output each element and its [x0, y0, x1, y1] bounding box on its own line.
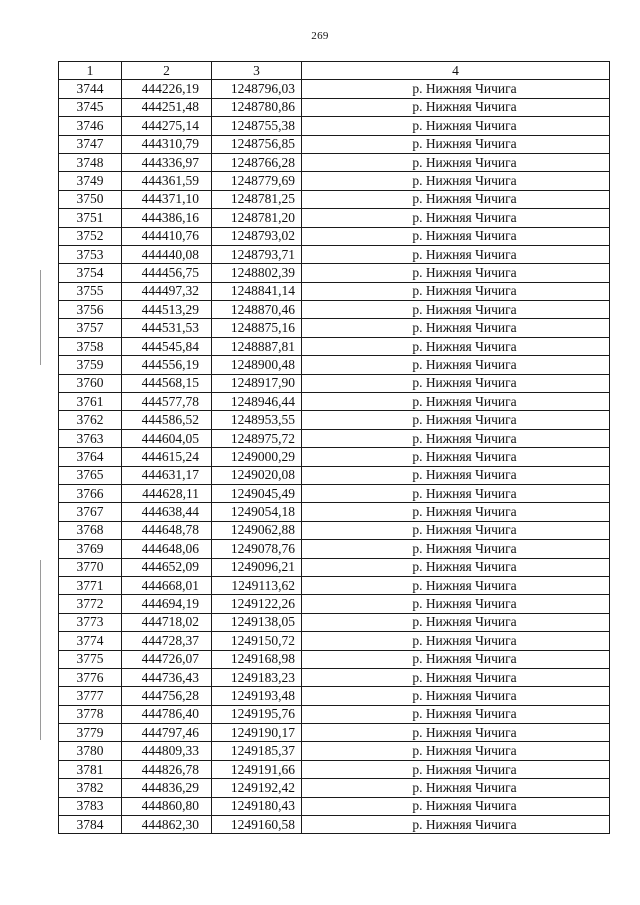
cell-x-coordinate: 444726,07	[122, 650, 212, 668]
cell-y-coordinate: 1248900,48	[212, 356, 302, 374]
cell-object-name: р. Нижняя Чичига	[302, 558, 610, 576]
cell-point-number: 3760	[59, 374, 122, 392]
cell-point-number: 3784	[59, 816, 122, 834]
cell-y-coordinate: 1249138,05	[212, 613, 302, 631]
table-row	[59, 319, 610, 337]
cell-object-name: р. Нижняя Чичига	[302, 227, 610, 245]
cell-object-name: р. Нижняя Чичига	[302, 98, 610, 116]
cell-point-number: 3763	[59, 429, 122, 447]
cell-y-coordinate: 1248841,14	[212, 282, 302, 300]
cell-x-coordinate: 444604,05	[122, 429, 212, 447]
cell-point-number: 3778	[59, 705, 122, 723]
cell-x-coordinate: 444862,30	[122, 816, 212, 834]
cell-y-coordinate: 1248870,46	[212, 301, 302, 319]
cell-x-coordinate: 444668,01	[122, 576, 212, 594]
cell-y-coordinate: 1248946,44	[212, 393, 302, 411]
cell-x-coordinate: 444310,79	[122, 135, 212, 153]
header-row	[59, 62, 610, 80]
cell-x-coordinate: 444809,33	[122, 742, 212, 760]
cell-x-coordinate: 444631,17	[122, 466, 212, 484]
cell-point-number: 3764	[59, 448, 122, 466]
cell-y-coordinate: 1249150,72	[212, 632, 302, 650]
table-row	[59, 503, 610, 521]
cell-y-coordinate: 1249054,18	[212, 503, 302, 521]
cell-point-number: 3779	[59, 724, 122, 742]
cell-point-number: 3744	[59, 80, 122, 98]
table-row	[59, 153, 610, 171]
cell-x-coordinate: 444628,11	[122, 484, 212, 502]
cell-y-coordinate: 1249192,42	[212, 779, 302, 797]
cell-y-coordinate: 1249000,29	[212, 448, 302, 466]
cell-y-coordinate: 1249183,23	[212, 668, 302, 686]
cell-x-coordinate: 444826,78	[122, 760, 212, 778]
cell-point-number: 3746	[59, 117, 122, 135]
table-row	[59, 705, 610, 723]
table-row	[59, 209, 610, 227]
cell-object-name: р. Нижняя Чичига	[302, 153, 610, 171]
table-row	[59, 466, 610, 484]
cell-object-name: р. Нижняя Чичига	[302, 319, 610, 337]
cell-x-coordinate: 444586,52	[122, 411, 212, 429]
cell-y-coordinate: 1249185,37	[212, 742, 302, 760]
cell-point-number: 3752	[59, 227, 122, 245]
cell-point-number: 3751	[59, 209, 122, 227]
scan-margin-mark	[40, 270, 41, 365]
cell-x-coordinate: 444513,29	[122, 301, 212, 319]
cell-object-name: р. Нижняя Чичига	[302, 466, 610, 484]
cell-point-number: 3774	[59, 632, 122, 650]
cell-point-number: 3782	[59, 779, 122, 797]
cell-y-coordinate: 1248779,69	[212, 172, 302, 190]
cell-point-number: 3749	[59, 172, 122, 190]
cell-y-coordinate: 1248975,72	[212, 429, 302, 447]
cell-object-name: р. Нижняя Чичига	[302, 650, 610, 668]
cell-object-name: р. Нижняя Чичига	[302, 816, 610, 834]
cell-object-name: р. Нижняя Чичига	[302, 540, 610, 558]
cell-x-coordinate: 444718,02	[122, 613, 212, 631]
table-row	[59, 98, 610, 116]
table-row	[59, 172, 610, 190]
cell-x-coordinate: 444226,19	[122, 80, 212, 98]
cell-x-coordinate: 444694,19	[122, 595, 212, 613]
table-row	[59, 632, 610, 650]
cell-y-coordinate: 1248887,81	[212, 337, 302, 355]
cell-y-coordinate: 1249122,26	[212, 595, 302, 613]
cell-point-number: 3783	[59, 797, 122, 815]
cell-x-coordinate: 444756,28	[122, 687, 212, 705]
scan-margin-mark	[40, 560, 41, 740]
cell-point-number: 3775	[59, 650, 122, 668]
table-row	[59, 411, 610, 429]
table-header	[59, 62, 610, 80]
column-header-number: 1	[59, 62, 122, 80]
cell-object-name: р. Нижняя Чичига	[302, 613, 610, 631]
cell-object-name: р. Нижняя Чичига	[302, 356, 610, 374]
table-row	[59, 245, 610, 263]
cell-object-name: р. Нижняя Чичига	[302, 80, 610, 98]
cell-point-number: 3770	[59, 558, 122, 576]
cell-object-name: р. Нижняя Чичига	[302, 172, 610, 190]
table-row	[59, 448, 610, 466]
cell-y-coordinate: 1248875,16	[212, 319, 302, 337]
cell-y-coordinate: 1248755,38	[212, 117, 302, 135]
table-row	[59, 429, 610, 447]
cell-point-number: 3765	[59, 466, 122, 484]
table-row	[59, 760, 610, 778]
cell-y-coordinate: 1249160,58	[212, 816, 302, 834]
cell-y-coordinate: 1249191,66	[212, 760, 302, 778]
cell-y-coordinate: 1249078,76	[212, 540, 302, 558]
cell-object-name: р. Нижняя Чичига	[302, 448, 610, 466]
cell-y-coordinate: 1249062,88	[212, 521, 302, 539]
table-row	[59, 613, 610, 631]
cell-object-name: р. Нижняя Чичига	[302, 797, 610, 815]
cell-object-name: р. Нижняя Чичига	[302, 742, 610, 760]
cell-point-number: 3756	[59, 301, 122, 319]
cell-y-coordinate: 1248756,85	[212, 135, 302, 153]
table-row	[59, 337, 610, 355]
cell-x-coordinate: 444531,53	[122, 319, 212, 337]
cell-object-name: р. Нижняя Чичига	[302, 264, 610, 282]
cell-object-name: р. Нижняя Чичига	[302, 411, 610, 429]
cell-object-name: р. Нижняя Чичига	[302, 632, 610, 650]
column-header-x: 2	[122, 62, 212, 80]
table-row	[59, 282, 610, 300]
cell-y-coordinate: 1248781,20	[212, 209, 302, 227]
cell-x-coordinate: 444545,84	[122, 337, 212, 355]
cell-x-coordinate: 444456,75	[122, 264, 212, 282]
cell-point-number: 3748	[59, 153, 122, 171]
cell-x-coordinate: 444386,16	[122, 209, 212, 227]
cell-point-number: 3768	[59, 521, 122, 539]
cell-point-number: 3747	[59, 135, 122, 153]
cell-point-number: 3759	[59, 356, 122, 374]
cell-object-name: р. Нижняя Чичига	[302, 117, 610, 135]
cell-point-number: 3767	[59, 503, 122, 521]
cell-object-name: р. Нижняя Чичига	[302, 705, 610, 723]
cell-point-number: 3757	[59, 319, 122, 337]
table-row	[59, 190, 610, 208]
table-row	[59, 484, 610, 502]
cell-object-name: р. Нижняя Чичига	[302, 245, 610, 263]
table-row	[59, 117, 610, 135]
cell-point-number: 3781	[59, 760, 122, 778]
cell-point-number: 3761	[59, 393, 122, 411]
cell-point-number: 3766	[59, 484, 122, 502]
cell-y-coordinate: 1248781,25	[212, 190, 302, 208]
table-row	[59, 687, 610, 705]
cell-point-number: 3745	[59, 98, 122, 116]
table-row	[59, 668, 610, 686]
table-row	[59, 264, 610, 282]
cell-y-coordinate: 1249020,08	[212, 466, 302, 484]
cell-object-name: р. Нижняя Чичига	[302, 687, 610, 705]
cell-y-coordinate: 1248953,55	[212, 411, 302, 429]
table-row	[59, 393, 610, 411]
cell-x-coordinate: 444361,59	[122, 172, 212, 190]
table-row	[59, 724, 610, 742]
cell-point-number: 3758	[59, 337, 122, 355]
table-row	[59, 595, 610, 613]
cell-y-coordinate: 1248796,03	[212, 80, 302, 98]
table-row	[59, 540, 610, 558]
cell-object-name: р. Нижняя Чичига	[302, 301, 610, 319]
cell-point-number: 3772	[59, 595, 122, 613]
cell-x-coordinate: 444336,97	[122, 153, 212, 171]
cell-x-coordinate: 444251,48	[122, 98, 212, 116]
table-row	[59, 576, 610, 594]
cell-point-number: 3753	[59, 245, 122, 263]
cell-x-coordinate: 444836,29	[122, 779, 212, 797]
cell-point-number: 3773	[59, 613, 122, 631]
cell-y-coordinate: 1248917,90	[212, 374, 302, 392]
cell-point-number: 3755	[59, 282, 122, 300]
cell-object-name: р. Нижняя Чичига	[302, 393, 610, 411]
cell-point-number: 3776	[59, 668, 122, 686]
table-row	[59, 779, 610, 797]
cell-y-coordinate: 1249113,62	[212, 576, 302, 594]
table-row	[59, 356, 610, 374]
cell-y-coordinate: 1248780,86	[212, 98, 302, 116]
table-row	[59, 558, 610, 576]
cell-x-coordinate: 444652,09	[122, 558, 212, 576]
cell-y-coordinate: 1249180,43	[212, 797, 302, 815]
column-header-description: 4	[302, 62, 610, 80]
table-row	[59, 80, 610, 98]
cell-x-coordinate: 444638,44	[122, 503, 212, 521]
cell-object-name: р. Нижняя Чичига	[302, 503, 610, 521]
table-row	[59, 135, 610, 153]
cell-x-coordinate: 444568,15	[122, 374, 212, 392]
column-header-y: 3	[212, 62, 302, 80]
table-row	[59, 374, 610, 392]
cell-object-name: р. Нижняя Чичига	[302, 760, 610, 778]
cell-point-number: 3777	[59, 687, 122, 705]
table-body	[59, 80, 610, 834]
table-row	[59, 301, 610, 319]
table-row	[59, 742, 610, 760]
cell-y-coordinate: 1248793,71	[212, 245, 302, 263]
cell-x-coordinate: 444556,19	[122, 356, 212, 374]
cell-object-name: р. Нижняя Чичига	[302, 576, 610, 594]
cell-x-coordinate: 444728,37	[122, 632, 212, 650]
cell-y-coordinate: 1249096,21	[212, 558, 302, 576]
cell-point-number: 3769	[59, 540, 122, 558]
cell-x-coordinate: 444497,32	[122, 282, 212, 300]
cell-x-coordinate: 444648,78	[122, 521, 212, 539]
cell-object-name: р. Нижняя Чичига	[302, 135, 610, 153]
cell-object-name: р. Нижняя Чичига	[302, 724, 610, 742]
cell-x-coordinate: 444577,78	[122, 393, 212, 411]
page-number: 269	[311, 30, 329, 42]
cell-x-coordinate: 444410,76	[122, 227, 212, 245]
cell-x-coordinate: 444797,46	[122, 724, 212, 742]
cell-x-coordinate: 444860,80	[122, 797, 212, 815]
cell-object-name: р. Нижняя Чичига	[302, 521, 610, 539]
table-row	[59, 227, 610, 245]
coordinates-table	[58, 61, 610, 834]
cell-object-name: р. Нижняя Чичига	[302, 484, 610, 502]
cell-point-number: 3754	[59, 264, 122, 282]
table-row	[59, 521, 610, 539]
cell-point-number: 3780	[59, 742, 122, 760]
table-row	[59, 797, 610, 815]
cell-y-coordinate: 1248766,28	[212, 153, 302, 171]
cell-object-name: р. Нижняя Чичига	[302, 282, 610, 300]
cell-object-name: р. Нижняя Чичига	[302, 190, 610, 208]
cell-x-coordinate: 444736,43	[122, 668, 212, 686]
cell-y-coordinate: 1249193,48	[212, 687, 302, 705]
cell-x-coordinate: 444371,10	[122, 190, 212, 208]
cell-object-name: р. Нижняя Чичига	[302, 374, 610, 392]
table-row	[59, 650, 610, 668]
cell-object-name: р. Нижняя Чичига	[302, 209, 610, 227]
cell-y-coordinate: 1249168,98	[212, 650, 302, 668]
cell-object-name: р. Нижняя Чичига	[302, 668, 610, 686]
cell-y-coordinate: 1249195,76	[212, 705, 302, 723]
cell-y-coordinate: 1249045,49	[212, 484, 302, 502]
cell-y-coordinate: 1249190,17	[212, 724, 302, 742]
cell-x-coordinate: 444440,08	[122, 245, 212, 263]
cell-object-name: р. Нижняя Чичига	[302, 337, 610, 355]
cell-x-coordinate: 444786,40	[122, 705, 212, 723]
cell-x-coordinate: 444615,24	[122, 448, 212, 466]
cell-y-coordinate: 1248802,39	[212, 264, 302, 282]
table-row	[59, 816, 610, 834]
cell-x-coordinate: 444648,06	[122, 540, 212, 558]
cell-point-number: 3750	[59, 190, 122, 208]
cell-x-coordinate: 444275,14	[122, 117, 212, 135]
cell-object-name: р. Нижняя Чичига	[302, 595, 610, 613]
cell-object-name: р. Нижняя Чичига	[302, 779, 610, 797]
cell-point-number: 3762	[59, 411, 122, 429]
cell-object-name: р. Нижняя Чичига	[302, 429, 610, 447]
cell-point-number: 3771	[59, 576, 122, 594]
cell-y-coordinate: 1248793,02	[212, 227, 302, 245]
